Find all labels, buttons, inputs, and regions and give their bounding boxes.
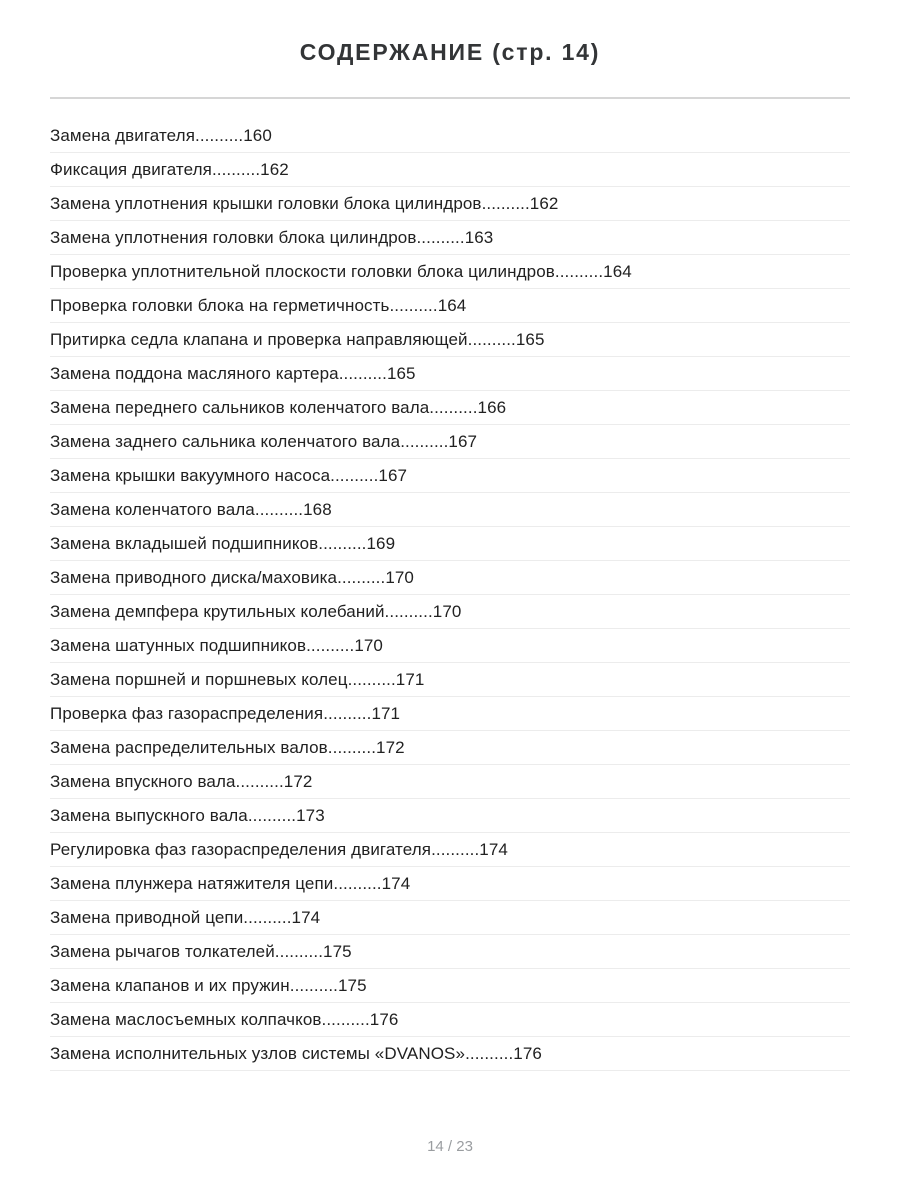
toc-item-page: 175 [337,975,367,995]
toc-item-leader: .......... [289,975,338,995]
toc-item-leader: .......... [243,907,292,927]
toc-item [50,663,850,697]
toc-item [50,425,850,459]
toc-item-label: Проверка головки блока на герметичность [50,295,390,315]
toc-item-leader: .......... [274,941,324,961]
toc-item [50,527,850,561]
toc-item-label: Замена впускного вала [50,771,236,791]
toc-item-label: Замена плунжера натяжителя цепи [50,873,334,893]
toc-item-label: Замена выпускного вала [50,805,248,825]
toc-item-leader: .......... [400,431,449,451]
toc-item-label: Замена вкладышей подшипников [50,533,319,553]
toc-item-page: 174 [479,839,508,859]
toc-item [50,561,850,595]
toc-item-leader: .......... [318,533,367,553]
toc-item-leader: .......... [323,703,372,723]
toc-item-page: 167 [448,431,478,451]
toc-item-page: 171 [371,703,401,723]
toc-item-label: Притирка седла клапана и проверка направляющей [50,329,468,349]
toc-item-label: Замена поршней и поршневых колец [50,669,348,689]
toc-item-label: Замена уплотнения головки блока цилиндров [50,227,417,247]
page-title: СОДЕРЖАНИЕ (стр. 14) [299,39,601,65]
toc-item [50,1003,850,1037]
toc-item [50,391,850,425]
toc-item-page: 176 [369,1009,399,1029]
toc-item-page: 174 [381,873,411,893]
toc-item-leader: .......... [235,771,284,791]
toc-item-leader: .......... [247,805,297,825]
toc-item [50,901,850,935]
toc-item-label: Замена рычагов толкателей [50,941,275,961]
toc-item [50,867,850,901]
toc-item-page: 168 [303,499,332,519]
toc-item-leader: .......... [337,567,386,587]
toc-list [50,119,850,1071]
toc-item-page: 173 [296,805,325,825]
toc-item-label: Замена приводного диска/маховика [50,567,338,587]
toc-item-leader: .......... [254,499,304,519]
toc-item-label: Замена поддона масляного картера [50,363,339,383]
toc-item-label: Фиксация двигателя [50,159,212,179]
toc-item [50,595,850,629]
toc-item [50,731,850,765]
toc-item-leader: .......... [347,669,396,689]
toc-item-label: Замена маслосъемных колпачков [50,1009,322,1029]
toc-item-label: Замена заднего сальника коленчатого вала [50,431,401,451]
toc-item-page: 170 [385,567,414,587]
toc-item-page: 169 [366,533,396,553]
toc-item-page: 174 [291,907,321,927]
toc-item-label: Замена крышки вакуумного насоса [50,465,331,485]
toc-item-page: 172 [376,737,405,757]
page-number-indicator: 14 / 23 [427,1138,473,1155]
toc-item-leader: .......... [327,737,377,757]
toc-item-label: Замена переднего сальников коленчатого вала [50,397,430,417]
toc-item-leader: .......... [389,295,438,315]
title-divider [50,97,850,99]
toc-item-leader: .......... [554,261,604,281]
toc-item [50,629,850,663]
toc-item-page: 172 [283,771,313,791]
toc-item-page: 170 [354,635,383,655]
toc-item [50,799,850,833]
toc-item-leader: .......... [330,465,379,485]
toc-item-leader: .......... [338,363,387,383]
toc-item-label: Замена двигателя [50,125,195,145]
toc-item [50,969,850,1003]
toc-item-leader: .......... [416,227,465,247]
toc-item-leader: .......... [384,601,433,621]
toc-item-leader: .......... [333,873,382,893]
toc-item-page: 167 [378,465,408,485]
toc-item-page: 175 [323,941,352,961]
toc-item-label: Замена клапанов и их пружин [50,975,290,995]
toc-item-page: 164 [437,295,467,315]
toc-item-leader: .......... [321,1009,370,1029]
toc-item-page: 160 [243,125,272,145]
toc-item-label: Замена исполнительных узлов системы «DVANOS» [50,1043,466,1063]
toc-item [50,1037,850,1071]
toc-item [50,833,850,867]
toc-item-page: 166 [477,397,507,417]
toc-item-page: 164 [603,261,632,281]
toc-item-label: Замена распределительных валов [50,737,328,757]
toc-item-page: 162 [529,193,559,213]
toc-item-page: 176 [513,1043,542,1063]
toc-item [50,765,850,799]
toc-item-page: 165 [515,329,545,349]
toc-item-leader: .......... [431,839,480,859]
toc-item-label: Замена уплотнения крышки головки блока цилиндров [50,193,482,213]
toc-item [50,357,850,391]
toc-item [50,935,850,969]
toc-item-label: Замена демпфера крутильных колебаний [50,601,385,621]
toc-item [50,187,850,221]
toc-item-leader: .......... [195,125,244,145]
toc-item [50,255,850,289]
toc-item [50,119,850,153]
toc-item [50,221,850,255]
toc-item [50,153,850,187]
toc-item-page: 170 [432,601,462,621]
toc-item-page: 163 [464,227,494,247]
toc-item-leader: .......... [465,1043,514,1063]
toc-item [50,323,850,357]
toc-item-label: Регулировка фаз газораспределения двигателя [50,839,432,859]
toc-item-leader: .......... [467,329,516,349]
toc-item-label: Проверка уплотнительной плоскости головки блока цилиндров [50,261,555,281]
toc-item-label: Замена коленчатого вала [50,499,255,519]
toc-item [50,697,850,731]
toc-item-leader: .......... [211,159,261,179]
toc-item-leader: .......... [429,397,478,417]
toc-item-page: 171 [395,669,425,689]
toc-item-page: 162 [260,159,289,179]
toc-item [50,289,850,323]
toc-item-leader: .......... [306,635,355,655]
toc-item-leader: .......... [481,193,530,213]
toc-item [50,459,850,493]
toc-item-page: 165 [386,363,416,383]
toc-item-label: Проверка фаз газораспределения [50,703,324,723]
toc-item-label: Замена шатунных подшипников [50,635,307,655]
toc-item-label: Замена приводной цепи [50,907,244,927]
toc-item [50,493,850,527]
